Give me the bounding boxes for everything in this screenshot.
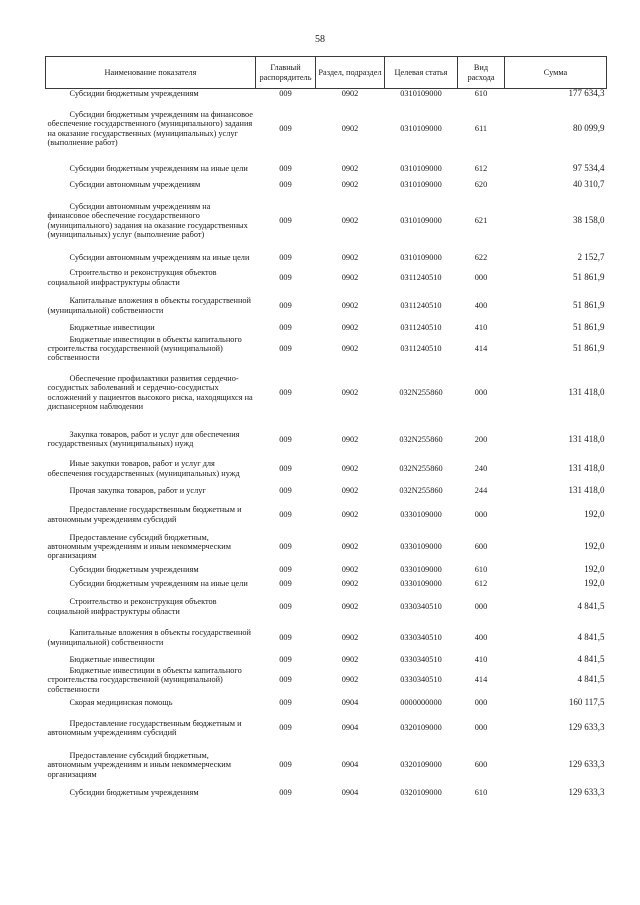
row-name [46, 363, 256, 423]
row-manager: 009 [279, 579, 292, 589]
row-name [46, 666, 256, 694]
table-row [46, 482, 607, 500]
row-target: 0320109000 [400, 760, 442, 770]
row-expense-type: 612 [474, 163, 488, 173]
table-row [46, 321, 607, 335]
row-target: 032N255860 [399, 388, 443, 398]
row-manager: 009 [279, 464, 292, 474]
row-amount: 192,0 [584, 578, 605, 589]
row-expense-type: 414 [474, 343, 488, 353]
row-amount: 129 633,3 [568, 722, 605, 733]
row-expense-type: 611 [474, 123, 488, 133]
row-section: 0902 [341, 179, 359, 189]
row-amount: 192,0 [584, 541, 605, 552]
row-name [46, 179, 256, 191]
row-amount: 160 117,5 [568, 697, 605, 708]
row-section: 0904 [341, 788, 359, 798]
row-section: 0902 [341, 272, 359, 282]
row-section: 0902 [341, 388, 359, 398]
row-expense-type: 600 [474, 542, 488, 552]
table-row [46, 423, 607, 456]
row-manager: 009 [279, 252, 292, 262]
table-row [46, 251, 607, 265]
row-target: 0330340510 [400, 675, 442, 685]
row-target: 0000000000 [400, 698, 442, 708]
row-name-text: Капитальные вложения в объекты государственной (муниципальной) собственности [47, 296, 251, 315]
row-section: 0902 [341, 322, 359, 332]
row-expense-type: 000 [474, 272, 488, 282]
row-amount: 4 841,5 [577, 601, 605, 612]
row-name-text: Предоставление государственным бюджетным и автономным учреждениям субсидий [47, 505, 242, 524]
header-section: Раздел, подраздел [316, 57, 385, 89]
row-expense-type: 414 [474, 675, 488, 685]
row-section: 0902 [341, 565, 359, 575]
table-row [46, 564, 607, 576]
row-name [46, 564, 256, 576]
row-amount: 4 841,5 [577, 654, 605, 665]
row-name-text: Обеспечение профилактики развития сердечно-сосудистых заболеваний и сердечно-сосудистых осложнений у пациентов высокого риска, находящихся на диспансерном наблюдении [47, 373, 253, 412]
row-amount: 80 099,9 [573, 122, 605, 133]
row-manager: 009 [279, 486, 292, 496]
row-section: 0904 [341, 760, 359, 770]
row-name [46, 89, 256, 99]
row-manager: 009 [279, 510, 292, 520]
row-name-text: Субсидии бюджетным учреждениям [69, 788, 199, 798]
row-section: 0902 [341, 434, 359, 444]
row-target: 0320109000 [400, 723, 442, 733]
table-row [46, 744, 607, 786]
row-name [46, 456, 256, 482]
row-name-text: Предоставление субсидий бюджетным, автономным учреждениям и иным некоммерческим организациям [47, 750, 231, 779]
row-name-text: Закупка товаров, работ и услуг для обеспечения государственных (муниципальных) нужд [47, 429, 240, 449]
row-target: 0330109000 [400, 542, 442, 552]
row-target: 0330340510 [400, 602, 442, 612]
row-target: 0311240510 [400, 343, 442, 353]
row-section: 0902 [341, 300, 359, 310]
row-name [46, 159, 256, 179]
row-name-text: Бюджетные инвестиции в объекты капитального строительства государственной (муниципальной) собственности [47, 334, 242, 363]
row-name-text: Предоставление субсидий бюджетным, автономным учреждениям и иным некоммерческим организациям [47, 532, 231, 561]
row-name [46, 744, 256, 786]
row-expense-type: 000 [474, 723, 488, 733]
row-manager: 009 [279, 123, 292, 133]
row-manager: 009 [279, 300, 292, 310]
row-name [46, 482, 256, 500]
row-expense-type: 400 [474, 633, 488, 643]
row-amount: 131 418,0 [568, 387, 605, 398]
row-target: 032N255860 [399, 464, 443, 474]
row-name [46, 576, 256, 592]
row-target: 0311240510 [400, 300, 442, 310]
row-name-text: Субсидии автономным учреждениям на финансовое обеспечение государственного (муниципального) задания на оказание государственных (муниципальных) услуг (выполнение работ) [47, 201, 248, 239]
row-expense-type: 600 [474, 760, 488, 770]
row-manager: 009 [279, 343, 292, 353]
row-section: 0904 [341, 698, 359, 708]
row-manager: 009 [279, 788, 292, 798]
row-manager: 009 [279, 698, 292, 708]
table-row [46, 694, 607, 712]
table-row [46, 712, 607, 744]
row-amount: 97 534,4 [573, 162, 605, 173]
table-row [46, 291, 607, 321]
row-name-text: Субсидии автономным учреждениям [69, 179, 201, 189]
budget-table [45, 56, 607, 800]
row-section: 0902 [341, 602, 359, 612]
row-name-text: Субсидии бюджетным учреждениям на иные цели [69, 163, 248, 173]
row-name-text: Бюджетные инвестиции в объекты капитального строительства государственной (муниципальной) собственности [47, 665, 242, 694]
row-name-text: Прочая закупка товаров, работ и услуг [69, 486, 206, 496]
row-target: 0320109000 [400, 788, 442, 798]
row-section: 0902 [341, 89, 359, 99]
row-amount: 4 841,5 [577, 674, 605, 685]
row-amount: 2 152,7 [577, 251, 605, 262]
row-section: 0904 [341, 723, 359, 733]
row-section: 0902 [341, 633, 359, 643]
row-name [46, 251, 256, 265]
row-expense-type: 621 [474, 215, 488, 225]
row-amount: 131 418,0 [568, 433, 605, 444]
row-section: 0902 [341, 542, 359, 552]
row-target: 0310109000 [400, 179, 442, 189]
row-expense-type: 622 [474, 252, 488, 262]
row-name-text: Скорая медицинская помощь [69, 698, 173, 708]
table-row [46, 159, 607, 179]
row-name-text: Строительство и реконструкция объектов социальной инфраструктуры области [47, 268, 217, 287]
row-amount: 177 634,3 [568, 88, 605, 99]
row-amount: 129 633,3 [568, 759, 605, 770]
row-manager: 009 [279, 723, 292, 733]
row-name-text: Бюджетные инвестиции [69, 322, 155, 332]
table-row [46, 99, 607, 159]
table-header-row [46, 57, 607, 89]
page-number: 58 [315, 34, 325, 45]
row-expense-type: 000 [474, 510, 488, 520]
row-target: 0330340510 [400, 655, 442, 665]
row-name [46, 99, 256, 159]
row-name-text: Иные закупки товаров, работ и услуг для обеспечения государственных (муниципальных) нужд [47, 459, 240, 478]
table-row [46, 500, 607, 530]
row-target: 0330109000 [400, 565, 442, 575]
header-expense-type: Вид расхода [458, 57, 505, 89]
row-target: 0311240510 [400, 322, 442, 332]
row-name-text: Капитальные вложения в объекты государственной (муниципальной) собственности [47, 628, 251, 647]
row-name-text: Бюджетные инвестиции [69, 655, 155, 665]
row-manager: 009 [279, 655, 292, 665]
row-manager: 009 [279, 675, 292, 685]
row-name [46, 622, 256, 654]
row-target: 032N255860 [399, 434, 443, 444]
row-section: 0902 [341, 215, 359, 225]
row-manager: 009 [279, 633, 292, 643]
row-name [46, 530, 256, 564]
table-row [46, 576, 607, 592]
row-target: 0310109000 [400, 123, 442, 133]
row-section: 0902 [341, 252, 359, 262]
row-manager: 009 [279, 272, 292, 282]
row-name-text: Субсидии бюджетным учреждениям [69, 89, 199, 99]
table-row [46, 654, 607, 666]
table-row [46, 191, 607, 251]
table-row [46, 666, 607, 694]
row-amount: 131 418,0 [568, 485, 605, 496]
row-manager: 009 [279, 602, 292, 612]
table-row [46, 530, 607, 564]
row-manager: 009 [279, 542, 292, 552]
table-row [46, 89, 607, 99]
row-manager: 009 [279, 163, 292, 173]
row-target: 0310109000 [400, 163, 442, 173]
row-expense-type: 410 [474, 655, 488, 665]
row-section: 0902 [341, 579, 359, 589]
row-amount: 51 861,9 [573, 299, 605, 310]
row-expense-type: 610 [474, 89, 488, 99]
row-target: 0310109000 [400, 215, 442, 225]
row-amount: 192,0 [584, 564, 605, 575]
row-expense-type: 000 [474, 602, 488, 612]
row-expense-type: 240 [474, 464, 488, 474]
row-amount: 129 633,3 [568, 787, 605, 798]
row-name-text: Субсидии бюджетным учреждениям на иные цели [69, 579, 248, 589]
row-target: 0330109000 [400, 510, 442, 520]
row-expense-type: 410 [474, 322, 488, 332]
row-expense-type: 200 [474, 434, 488, 444]
row-name [46, 500, 256, 530]
row-manager: 009 [279, 434, 292, 444]
table-row [46, 622, 607, 654]
row-name [46, 654, 256, 666]
table-row [46, 265, 607, 291]
row-name-text: Строительство и реконструкция объектов социальной инфраструктуры области [47, 597, 217, 616]
row-name-text: Субсидии бюджетным учреждениям на финансовое обеспечение государственного (муниципального) задания на оказание государственных (муниципальных) услуг (выполнение работ) [47, 109, 253, 147]
row-target: 0310109000 [400, 89, 442, 99]
row-manager: 009 [279, 565, 292, 575]
row-manager: 009 [279, 760, 292, 770]
row-manager: 009 [279, 179, 292, 189]
row-section: 0902 [341, 163, 359, 173]
row-section: 0902 [341, 343, 359, 353]
table-row [46, 456, 607, 482]
row-section: 0902 [341, 510, 359, 520]
row-target: 0311240510 [400, 272, 442, 282]
header-amount: Сумма [505, 57, 607, 89]
row-expense-type: 400 [474, 300, 488, 310]
row-name [46, 712, 256, 744]
row-section: 0902 [341, 655, 359, 665]
row-expense-type: 620 [474, 179, 488, 189]
row-section: 0902 [341, 123, 359, 133]
header-name: Наименование показателя [46, 57, 256, 89]
row-name-text: Субсидии автономным учреждениям на иные цели [69, 252, 250, 262]
row-target: 0330109000 [400, 579, 442, 589]
table-row [46, 786, 607, 800]
row-name [46, 423, 256, 456]
row-amount: 131 418,0 [568, 463, 605, 474]
header-target: Целевая статья [385, 57, 458, 89]
table-row [46, 363, 607, 423]
row-manager: 009 [279, 215, 292, 225]
row-expense-type: 244 [474, 486, 488, 496]
row-expense-type: 610 [474, 565, 488, 575]
row-manager: 009 [279, 322, 292, 332]
row-expense-type: 610 [474, 788, 488, 798]
row-expense-type: 612 [474, 579, 488, 589]
row-section: 0902 [341, 675, 359, 685]
row-name [46, 694, 256, 712]
header-manager: Главный распорядитель [256, 57, 316, 89]
row-section: 0902 [341, 486, 359, 496]
table-body [46, 89, 607, 800]
row-name [46, 592, 256, 622]
row-name-text: Предоставление государственным бюджетным и автономным учреждениям субсидий [47, 718, 242, 737]
row-amount: 192,0 [584, 509, 605, 520]
row-manager: 009 [279, 89, 292, 99]
row-name [46, 291, 256, 321]
row-name [46, 321, 256, 335]
row-name-text: Субсидии бюджетным учреждениям [69, 565, 199, 575]
row-target: 032N255860 [399, 486, 443, 496]
row-name [46, 335, 256, 363]
row-section: 0902 [341, 464, 359, 474]
table-row [46, 179, 607, 191]
row-name [46, 786, 256, 800]
row-amount: 51 861,9 [573, 321, 605, 332]
row-amount: 40 310,7 [573, 178, 605, 189]
row-amount: 51 861,9 [573, 342, 605, 353]
row-amount: 4 841,5 [577, 632, 605, 643]
row-name [46, 265, 256, 291]
row-amount: 51 861,9 [573, 271, 605, 282]
row-manager: 009 [279, 388, 292, 398]
table-row [46, 592, 607, 622]
row-name [46, 191, 256, 251]
row-expense-type: 000 [474, 388, 488, 398]
row-amount: 38 158,0 [573, 214, 605, 225]
row-target: 0310109000 [400, 252, 442, 262]
row-expense-type: 000 [474, 698, 488, 708]
table-row [46, 335, 607, 363]
row-target: 0330340510 [400, 633, 442, 643]
